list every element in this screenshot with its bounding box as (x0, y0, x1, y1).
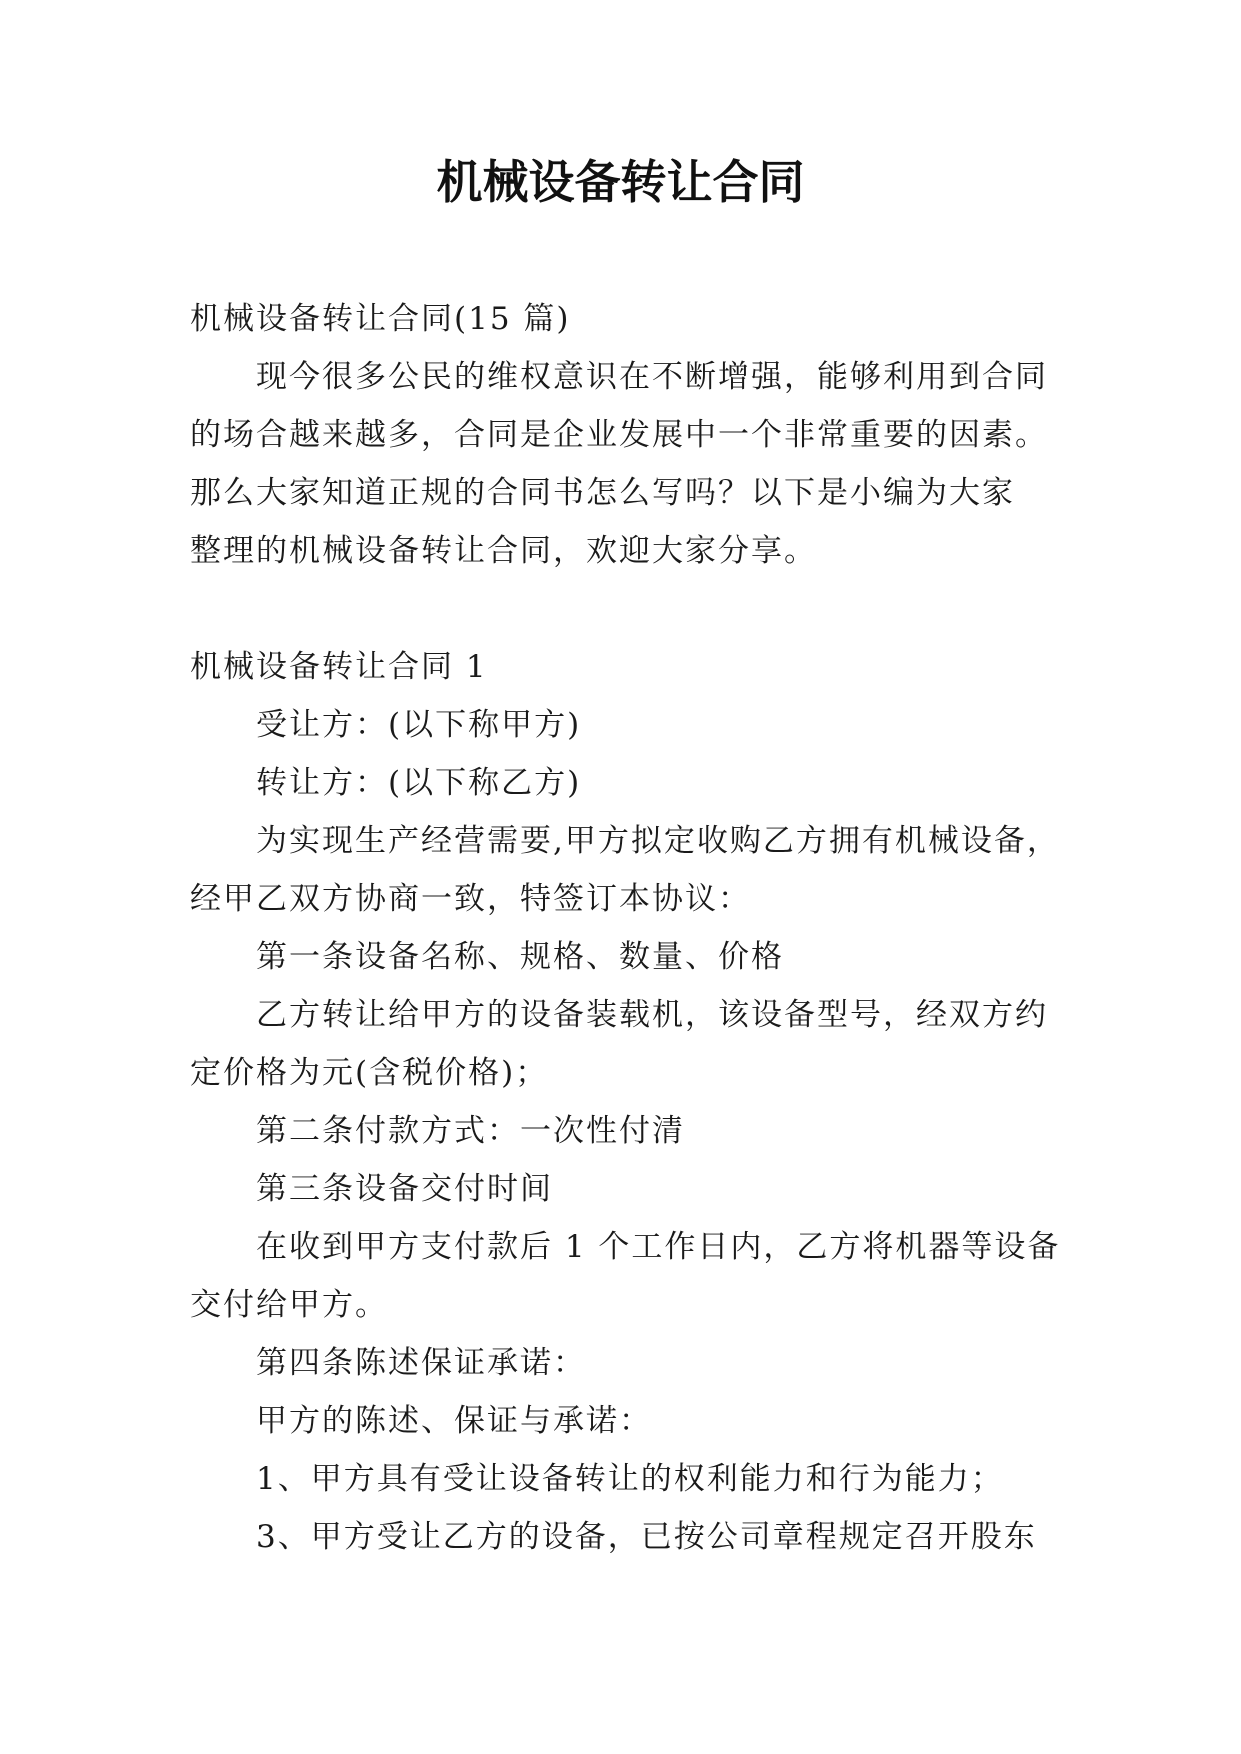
document-title: 机械设备转让合同 (436, 155, 805, 209)
document-body (190, 290, 1070, 1566)
paragraph-line: 交付给甲方。 (190, 1287, 388, 1323)
paragraph-line: 经甲乙双方协商一致，特签订本协议： (190, 881, 751, 917)
paragraph-line: 甲方的陈述、保证与承诺： (256, 1403, 652, 1439)
intro-line: 的场合越来越多，合同是企业发展中一个非常重要的因素。 (190, 417, 1048, 453)
party-b-line: 转让方：(以下称乙方) (256, 765, 582, 801)
article-heading: 第一条设备名称、规格、数量、价格 (256, 939, 784, 975)
document-subtitle: 机械设备转让合同(15 篇) (190, 301, 571, 337)
intro-line: 整理的机械设备转让合同，欢迎大家分享。 (190, 533, 817, 569)
paragraph-line: 在收到甲方支付款后 1 个工作日内，乙方将机器等设备 (256, 1229, 1061, 1265)
party-a-line: 受让方：(以下称甲方) (256, 707, 582, 743)
list-item: 3、甲方受让乙方的设备，已按公司章程规定召开股东 (256, 1519, 1037, 1555)
intro-line: 那么大家知道正规的合同书怎么写吗？以下是小编为大家 (190, 475, 1015, 511)
intro-line: 现今很多公民的维权意识在不断增强，能够利用到合同 (256, 359, 1048, 395)
paragraph-line: 为实现生产经营需要,甲方拟定收购乙方拥有机械设备， (256, 823, 1060, 859)
section-title: 机械设备转让合同 1 (190, 649, 488, 685)
article-heading: 第四条陈述保证承诺： (256, 1345, 586, 1381)
paragraph-line: 定价格为元(含税价格)； (190, 1055, 549, 1091)
article-heading: 第三条设备交付时间 (256, 1171, 553, 1207)
list-item: 1、甲方具有受让设备转让的权利能力和行为能力； (256, 1461, 1004, 1497)
paragraph-line: 乙方转让给甲方的设备装载机，该设备型号，经双方约 (256, 997, 1048, 1033)
article-heading: 第二条付款方式：一次性付清 (256, 1113, 685, 1149)
blank-line (190, 580, 1070, 638)
